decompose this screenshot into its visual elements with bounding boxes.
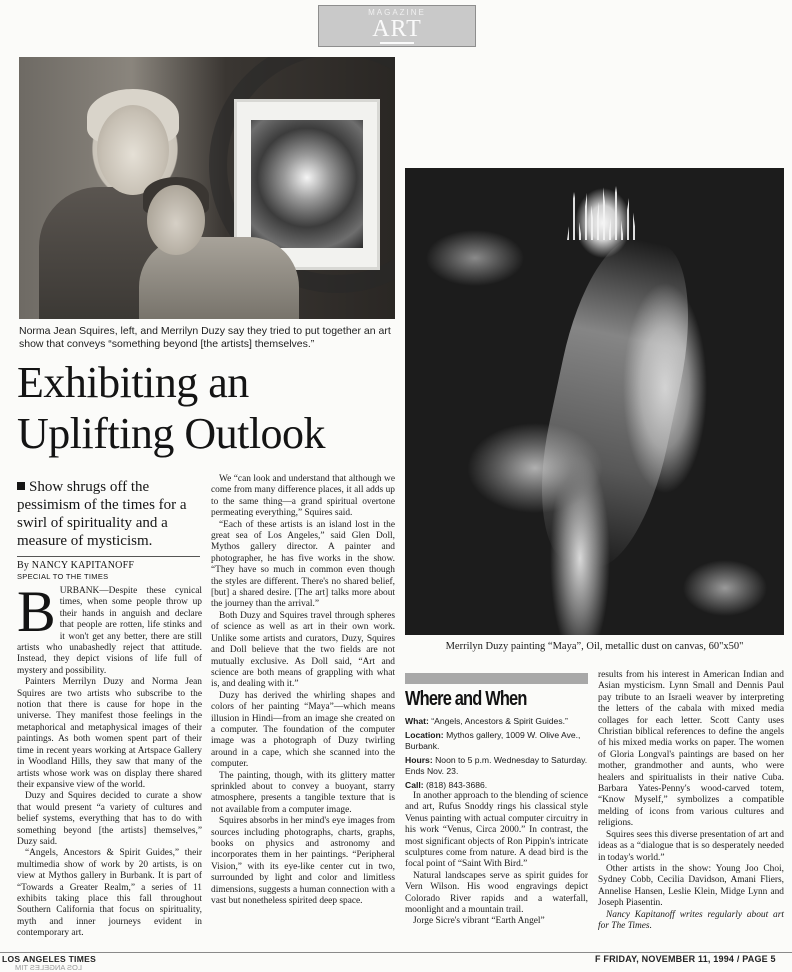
maya-painting-image (405, 168, 784, 635)
footer-rule (0, 952, 792, 953)
paragraph: Squires sees this diverse presentation of art and ideas as a “dialogue that is so desperately needed in today's world.” (598, 829, 784, 863)
where-when-what: What: “Angels, Ancestors & Spirit Guides.” (405, 716, 568, 726)
paragraph: URBANK—Despite these cynical times, when some people throw up their hands in anguish and declare that people are rotten, life stinks and it won't get any better, there are still artists who unabashedly reject that attitude. Instead, they depict visions of life full of mystery and possibility. (17, 586, 202, 676)
deck (17, 478, 202, 550)
deck-text: Show shrugs off the pessimism of the times for a swirl of spirituality and a measure of mysticism. (17, 479, 187, 549)
section-flag-rule (380, 42, 414, 44)
paragraph: Both Duzy and Squires travel through spheres of science as well as art in their own work. Unlike some artists and curators, Duzy, Squires and Doll believe that the two fields are not mutually exclusive. As Doll said, “Art and science are both means of grappling with what is, and dealing with it.” (211, 610, 395, 690)
painting-crown-shape (567, 180, 637, 240)
artists-photo-caption: Norma Jean Squires, left, and Merrilyn Duzy say they tried to put together an art show that conveys “something beyond [the artists] themselves.” (19, 325, 391, 350)
paragraph: Other artists in the show: Young Joo Choi, Sydney Cobb, Cecilia Davidson, Amani Fliers, Annelise Hansen, Leslie Klein, Midge Lynn and Joseph Piasentin. (598, 863, 784, 909)
paragraph: The painting, though, with its glittery matter sprinkled about to convey a buoyant, starry atmosphere, presents a tangible texture that is not available from a computer image. (211, 770, 395, 815)
drop-cap: B (17, 579, 56, 644)
where-when-location: Location: Mythos gallery, 1009 W. Olive Ave., Burbank. (405, 730, 581, 751)
paragraph: Painters Merrilyn Duzy and Norma Jean Squires are two artists who subscribe to the notion that there is cause for hope in the universe. They manifest those feelings in the metaphorical and metaphysical images of their paintings. As both women spent part of their time in recent years working at Artspace Gallery in Woodland Hills, they saw that many of the artists whose work was on display there shared their expansive view of the world. (17, 677, 202, 790)
paragraph: Duzy and Squires decided to curate a show that would present “a variety of cultures and belief systems, everything that has to do with something beyond [the artists] themselves,” Duzy said. (17, 791, 202, 847)
where-when-bar (405, 673, 588, 684)
painting-caption: Merrilyn Duzy painting “Maya”, Oil, metallic dust on canvas, 60"x50" (445, 641, 744, 652)
where-when-info (405, 716, 588, 794)
where-when-call: Call: (818) 843-3686. (405, 780, 488, 790)
byline-name: By NANCY KAPITANOFF (17, 560, 135, 571)
painting-figure-streak (522, 229, 708, 577)
article-column-1 (17, 579, 202, 940)
deck-bullet-icon (17, 482, 25, 490)
paragraph: Jorge Sicre's vibrant “Earth Angel” (413, 916, 545, 927)
section-flag (318, 5, 476, 47)
paragraph: “Angels, Ancestors & Spirit Guides,” their multimedia show of work by 20 artists, is on view at Mythos gallery in Burbank. It is part of “Towards a Greater Realm,” a series of 11 exhibits taking place this fall throughout Southern California that focus on spirituality, myth and inner journeys evident in contemporary art. (17, 848, 202, 939)
article-column-2 (211, 474, 395, 907)
paragraph: Duzy has derived the whirling shapes and colors of her painting “Maya”—which means illusion in Hindi—from an image she created on a computer. The foundation of the computer image was a photograph of Duzy twirling around in a cape, which she scanned into the computer. (211, 690, 395, 770)
headline-line-1: Exhibiting an (17, 358, 249, 407)
where-when-title: Where and When (405, 688, 527, 710)
paragraph: Squires absorbs in her mind's eye images from sources including photographs, charts, graphs, books on physics and astronomy and incorporates them in her paintings. “Peripheral Vision,” with its eye-like center cut in two, surrounded by light and color and limitless dimensions, suggests a human connection with a vast but nonetheless spirited deep space. (211, 816, 395, 907)
author-tagline: Nancy Kapitanoff writes regularly about art for The Times. (598, 909, 784, 931)
section-small-label: MAGAZINE (368, 7, 426, 17)
byline-rule (17, 556, 200, 557)
artists-photo (19, 57, 395, 319)
byline-role: SPECIAL TO THE TIMES (17, 572, 109, 581)
footer-publication: LOS ANGELES TIMES (2, 954, 97, 964)
headline (17, 357, 397, 459)
article-column-3 (405, 791, 588, 928)
headline-line-2: Uplifting Outlook (17, 409, 326, 458)
photo-person-right-face (147, 185, 205, 255)
footer-bleedthrough-text: LOS ANGELES TIM (15, 963, 82, 972)
photo-framed-artwork-image (251, 120, 363, 248)
paragraph: Natural landscapes serve as spirit guides for Vern Wilson. His wood engravings depict Colorado River rapids and a waterfall, moonlight and a mountain trail. (405, 870, 588, 916)
paragraph: We “can look and understand that although we come from many difference places, it all adds up to the same thing—a grand spiritual overtone permeating everything,” Squires said. (211, 474, 395, 519)
paragraph: results from his interest in American Indian and Asian mysticism. Lynn Small and Dennis Paul pay tribute to an Israeli weaver by interpreting the letters of the cabala with mixed media collages for each letter. Scott Canty uses Christian biblical references to define the angels of his mixed media works on paper. The women of Gloria Longval's paintings are based on her mother, grandmother and aunts, who were healers and spiritualists in their native Cuba. Barbara Yates-Penny's wood-carved totem, “Know Myself,” symbolizes a compatible melding of icons from various cultures and religions. (598, 670, 784, 829)
where-when-hours: Hours: Noon to 5 p.m. Wednesday to Saturday. Ends Nov. 23. (405, 755, 588, 776)
article-column-4 (598, 670, 784, 932)
footer-date-page: F FRIDAY, NOVEMBER 11, 1994 / PAGE 5 (595, 954, 776, 964)
paragraph: “Each of these artists is an island lost in the great sea of Los Angeles,” said Glen Doll, Mythos gallery director. A painter and photographer, he has five works in the show. “They have so much in common even though the styles are different. There's no shared belief, [but] a shared desire. [The art] talks more about the journey than the arrival.” (211, 519, 395, 610)
paragraph: In another approach to the blending of science and art, Rufus Snoddy rings his classical style Venus painting with actual computer circuitry in his work “Venus, Circa 2000.” In contrast, the most significant objects of Ron Pippin's intricate sculptures come from nature. A dead bird is the focal point of “Saint With Bird.” (405, 791, 588, 870)
section-label: ART (372, 15, 422, 42)
